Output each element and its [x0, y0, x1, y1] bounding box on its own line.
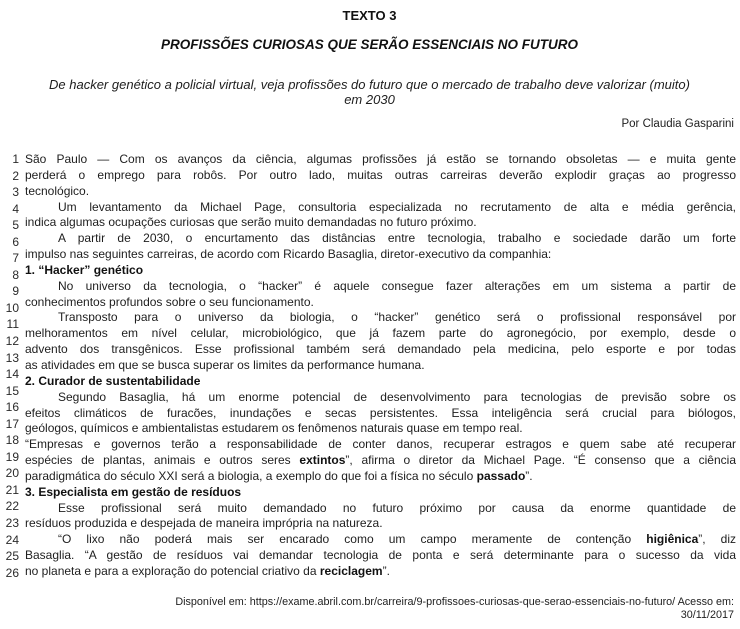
- line-number: 17: [5, 416, 19, 431]
- text-line: impulso nas seguintes carreiras, de acordo com Ricardo Basaglia, diretor-executivo da companhia:: [25, 247, 552, 262]
- subtitle-line: em 2030: [344, 92, 395, 107]
- line-number: 8: [12, 267, 19, 282]
- kicker-label: TEXTO 3: [342, 8, 397, 23]
- bold-term: passado: [476, 468, 526, 483]
- text-line: Basaglia. “A gestão de resíduos vai demandar tecnologia de ponta e será determinante para o sucesso da vida: [25, 548, 736, 563]
- line-number: 5: [12, 218, 19, 233]
- line-number: 9: [12, 284, 19, 299]
- line-number: 20: [5, 466, 19, 481]
- text-lines: [25, 152, 736, 580]
- source-line: 30/11/2017: [680, 609, 734, 622]
- line-number: 18: [5, 433, 19, 448]
- section-heading: 3. Especialista em gestão de resíduos: [25, 484, 242, 499]
- text-line: São Paulo — Com os avanços da ciência, algumas profissões já estão se tornando obsoletas — e muita gente: [25, 152, 736, 166]
- line-number: 26: [5, 565, 19, 580]
- subtitle-line: De hacker genético a policial virtual, veja profissões do futuro que o mercado de trabalho deve valorizar (muito): [49, 77, 690, 92]
- section-heading: 2. Curador de sustentabilidade: [25, 373, 201, 388]
- line-number: 16: [5, 400, 19, 415]
- article-body: [3, 152, 736, 580]
- text-line: No universo da tecnologia, o “hacker” é aquele consegue fazer alterações em um sistema a partir de: [58, 278, 736, 293]
- line-number: 19: [5, 449, 19, 464]
- line-number: 12: [5, 334, 19, 349]
- text-line: geólogos, químicos e ambientalistas estudarem os fenômenos naturais quase em tempo real.: [25, 421, 523, 436]
- source-citation: [3, 596, 736, 623]
- text-line: “Empresas e governos terão a responsabilidade de conter danos, recuperar estragos e quem sabe até recuperar: [25, 437, 736, 452]
- text-line: resíduos produzida e despejada de maneira imprópria na natureza.: [25, 516, 383, 531]
- line-number: 1: [12, 152, 19, 166]
- line-number: 23: [5, 516, 19, 531]
- line-number: 3: [12, 185, 19, 200]
- text-line: perderá o emprego para robôs. Por outro lado, muitas outras carreiras deverão explodir graças ao progresso: [25, 167, 736, 182]
- line-number-gutter: [3, 152, 19, 580]
- text-line: Esse profissional será muito demandado no futuro próximo por causa da enorme quantidade de: [58, 500, 736, 515]
- section-heading: 1. “Hacker” genético: [25, 262, 144, 277]
- article-subtitle: [3, 77, 736, 107]
- text-line: paradigmática do século XXI será a biologia, a exemplo do que foi a física no século passado”.: [25, 468, 533, 483]
- bold-term: reciclagem: [319, 563, 383, 578]
- line-number: 7: [12, 251, 19, 266]
- text-line: “O lixo não poderá mais ser encarado como um campo meramente de contenção higiênica”, diz: [58, 532, 736, 547]
- bold-term: higiênica: [646, 532, 699, 547]
- article-title: PROFISSÕES CURIOSAS QUE SERÃO ESSENCIAIS NO FUTURO: [160, 37, 579, 52]
- text-line: as atividades em que se busca superar os limites da performance humana.: [25, 357, 425, 372]
- line-number: 2: [12, 168, 19, 183]
- text-line: Transposto para o universo da biologia, o “hacker” genético será o profissional responsável por: [58, 310, 736, 325]
- line-number: 14: [5, 367, 19, 382]
- bold-term: extintos: [299, 453, 346, 468]
- line-number: 21: [5, 482, 19, 497]
- text-line: conhecimentos profundos sobre o seu funcionamento.: [25, 294, 314, 309]
- text-line: A partir de 2030, o encurtamento das distâncias entre tecnologia, trabalho e sociedade darão um forte: [58, 231, 736, 246]
- text-line: advento dos transgênicos. Esse profissional também será demandado pela medicina, pelo esporte e por todas: [25, 342, 736, 357]
- text-line: efeitos climáticos de furacões, inundações e secas persistentes. Essa inteligência será crucial para biólogos,: [25, 405, 736, 420]
- source-line: Disponível em: https://exame.abril.com.br/carreira/9-profissoes-curiosas-que-serao-essenciais-no-futuro/ Acesso em:: [175, 595, 734, 608]
- line-number: 4: [12, 201, 19, 216]
- line-number: 6: [12, 234, 19, 249]
- line-number: 15: [5, 383, 19, 398]
- text-line: Um levantamento da Michael Page, consultoria especializada no recrutamento de alta e média gerência,: [58, 199, 736, 214]
- text-line: melhoramentos em nível celular, microbiológico, que já fazem parte do agronegócio, por exemplo, desde o: [25, 326, 736, 341]
- text-line: indica algumas ocupações curiosas que serão muito demandadas no futuro próximo.: [25, 215, 477, 230]
- byline: Por Claudia Gasparini: [621, 118, 734, 130]
- text-line: Segundo Basaglia, há um enorme potencial de desenvolvimento para tecnologias de previsão sobre os: [58, 389, 736, 404]
- line-number: 11: [6, 317, 19, 332]
- line-number: 10: [5, 300, 19, 315]
- line-number: 25: [5, 549, 19, 564]
- text-line: espécies de plantas, animais e outros seres extintos”, afirma o diretor da Michael Page. “É consenso que a ciência: [25, 453, 736, 468]
- line-number: 22: [5, 499, 19, 514]
- text-line: no planeta e para a exploração do potencial criativo da reciclagem”.: [25, 563, 390, 578]
- text-line: tecnológico.: [25, 183, 90, 198]
- line-number: 24: [5, 532, 19, 547]
- line-number: 13: [5, 350, 19, 365]
